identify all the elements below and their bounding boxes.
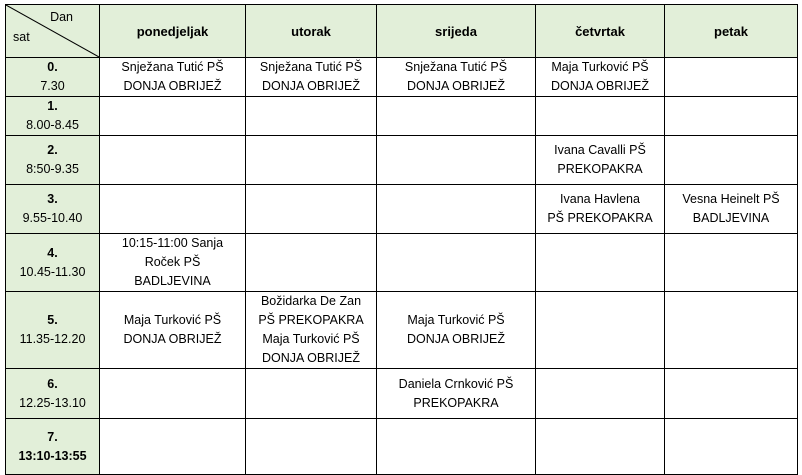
cell-text-line: DONJA OBRIJEŽ <box>262 351 360 365</box>
header-row <box>6 5 798 58</box>
time-slot-cell <box>6 58 100 97</box>
time-slot-cell <box>6 419 100 475</box>
schedule-cell <box>536 419 665 475</box>
cell-text-line: DONJA OBRIJEŽ <box>123 79 222 93</box>
schedule-cell <box>377 419 536 475</box>
schedule-cell <box>100 369 246 419</box>
period-number: 7. <box>47 429 58 444</box>
cell-text-line: PŠ PREKOPAKRA <box>547 211 653 225</box>
schedule-cell <box>536 292 665 369</box>
cell-text-line: Daniela Crnković PŠ <box>398 376 514 391</box>
cell-text-line: DONJA OBRIJEŽ <box>262 79 360 93</box>
schedule-cell <box>377 234 536 292</box>
schedule-table <box>5 4 798 475</box>
schedule-row <box>6 97 798 136</box>
cell-text-line: Snježana Tutić PŠ <box>259 60 363 74</box>
cell-text-line: 10:15-11:00 Sanja <box>121 236 224 250</box>
schedule-cell <box>536 58 665 97</box>
cell-text-line: DONJA OBRIJEŽ <box>123 332 222 346</box>
corner-hour-label: sat <box>13 30 30 44</box>
schedule-cell <box>377 58 536 97</box>
period-number: 6. <box>47 376 58 391</box>
schedule-row <box>6 292 798 369</box>
day-header-monday: ponedjeljak <box>100 5 246 58</box>
period-number: 2. <box>47 143 58 157</box>
cell-text-line: Maja Turković PŠ <box>551 60 649 74</box>
schedule-cell <box>536 185 665 234</box>
time-slot-cell <box>6 136 100 185</box>
schedule-cell <box>665 369 798 419</box>
schedule-cell <box>246 292 377 369</box>
schedule-cell <box>536 97 665 136</box>
time-slot-cell <box>6 292 100 369</box>
period-time: 8:50-9.35 <box>26 162 79 176</box>
day-header-friday: petak <box>665 5 798 58</box>
period-time: 13:10-13:55 <box>18 448 87 463</box>
cell-text-line: Vesna Heinelt PŠ <box>682 192 780 206</box>
cell-text-line: DONJA OBRIJEŽ <box>407 332 505 346</box>
schedule-cell <box>100 185 246 234</box>
period-number: 4. <box>47 245 58 260</box>
schedule-cell <box>377 185 536 234</box>
period-time: 9.55-10.40 <box>22 211 83 225</box>
time-slot-cell <box>6 97 100 136</box>
period-number: 3. <box>47 192 58 206</box>
schedule-cell <box>100 419 246 475</box>
schedule-row <box>6 419 798 475</box>
cell-text-line: PREKOPAKRA <box>557 162 643 176</box>
period-time: 7.30 <box>40 79 65 93</box>
period-time: 11.35-12.20 <box>19 332 86 346</box>
schedule-row <box>6 136 798 185</box>
schedule-cell <box>536 369 665 419</box>
cell-text-line: Maja Turković PŠ <box>123 313 222 327</box>
schedule-cell <box>100 97 246 136</box>
schedule-cell <box>100 58 246 97</box>
schedule-cell <box>246 97 377 136</box>
schedule-cell <box>377 292 536 369</box>
schedule-cell <box>246 369 377 419</box>
corner-header-cell <box>6 5 100 58</box>
schedule-row <box>6 185 798 234</box>
schedule-cell <box>665 136 798 185</box>
schedule-cell <box>100 292 246 369</box>
schedule-cell <box>665 292 798 369</box>
schedule-row <box>6 234 798 292</box>
cell-text-line: DONJA OBRIJEŽ <box>407 79 505 93</box>
schedule-cell <box>100 234 246 292</box>
schedule-cell <box>377 136 536 185</box>
cell-text-line: Roček PŠ <box>144 255 201 269</box>
day-header-tuesday: utorak <box>246 5 377 58</box>
schedule-cell <box>377 369 536 419</box>
schedule-cell <box>377 97 536 136</box>
schedule-row <box>6 58 798 97</box>
schedule-cell <box>536 136 665 185</box>
schedule-cell <box>246 419 377 475</box>
schedule-cell <box>246 136 377 185</box>
schedule-cell <box>665 419 798 475</box>
schedule-cell <box>536 234 665 292</box>
period-time: 8.00-8.45 <box>26 118 79 132</box>
cell-text-line: PŠ PREKOPAKRA <box>258 313 364 327</box>
time-slot-cell <box>6 234 100 292</box>
corner-day-label: Dan <box>50 10 73 24</box>
schedule-cell <box>665 185 798 234</box>
cell-text-line: Ivana Havlena <box>560 192 640 206</box>
period-time: 12.25-13.10 <box>19 395 86 410</box>
cell-text-line: BADLJEVINA <box>692 211 770 225</box>
period-number: 1. <box>47 99 58 113</box>
schedule-cell <box>246 58 377 97</box>
cell-text-line: Ivana Cavalli PŠ <box>554 143 646 157</box>
cell-text-line: DONJA OBRIJEŽ <box>551 79 649 93</box>
cell-text-line: Maja Turković PŠ <box>262 332 360 346</box>
period-number: 5. <box>47 313 58 327</box>
cell-text-line: Snježana Tutić PŠ <box>404 60 508 74</box>
period-time: 10.45-11.30 <box>19 264 86 279</box>
schedule-cell <box>665 58 798 97</box>
schedule-cell <box>100 136 246 185</box>
schedule-body <box>6 58 798 475</box>
schedule-cell <box>665 234 798 292</box>
time-slot-cell <box>6 369 100 419</box>
schedule-row <box>6 369 798 419</box>
time-slot-cell <box>6 185 100 234</box>
day-header-thursday: četvrtak <box>536 5 665 58</box>
period-number: 0. <box>47 60 58 74</box>
cell-text-line: BADLJEVINA <box>134 274 211 288</box>
cell-text-line: Snježana Tutić PŠ <box>121 60 224 74</box>
cell-text-line: Božidarka De Zan <box>260 294 362 308</box>
schedule-cell <box>246 234 377 292</box>
schedule-cell <box>246 185 377 234</box>
cell-text-line: PREKOPAKRA <box>413 395 499 410</box>
schedule-cell <box>665 97 798 136</box>
cell-text-line: Maja Turković PŠ <box>407 313 505 327</box>
day-header-wednesday: srijeda <box>377 5 536 58</box>
